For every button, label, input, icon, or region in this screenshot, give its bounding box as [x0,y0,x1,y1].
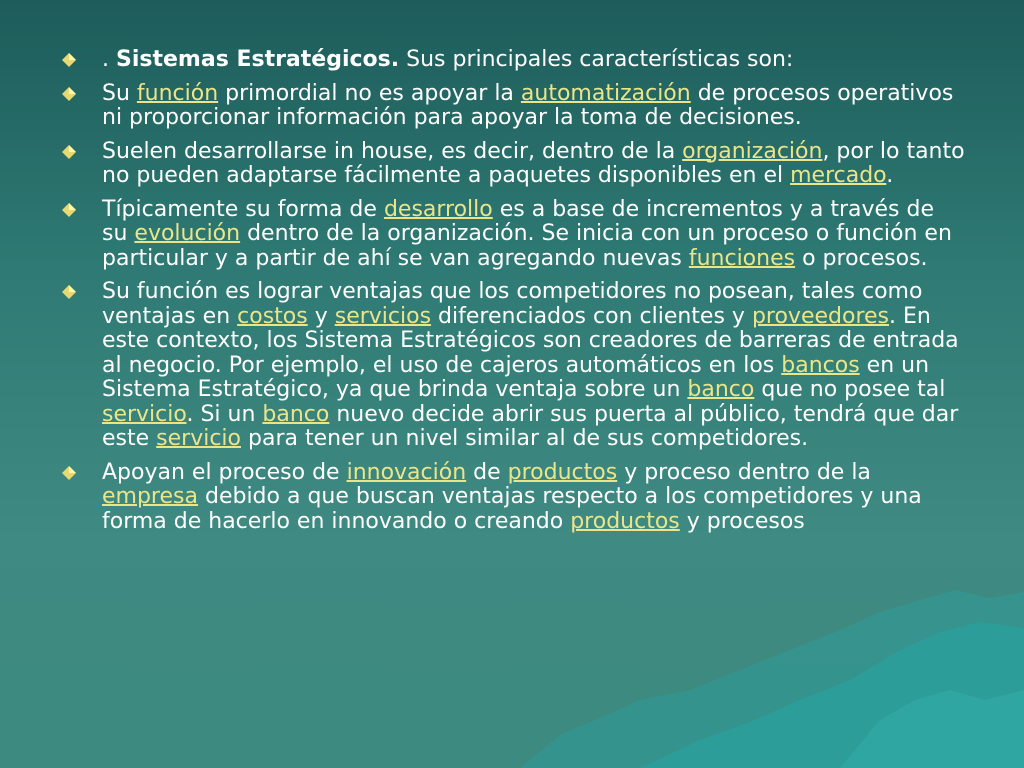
text-run: y procesos [679,508,805,534]
link-servicio[interactable]: servicio [156,426,241,451]
link-productos[interactable]: productos [570,508,680,534]
text-run: primordial no es apoyar la [218,80,521,106]
link-productos[interactable]: productos [507,459,618,485]
text-run: Su función es lograr ventajas que los competidores no posean, tales como ventajas en [102,279,923,329]
text-run: y proceso dentro de la [617,459,871,485]
link-evolucion[interactable]: evolución [134,221,241,246]
text-run: . [102,47,116,72]
diamond-bullet-icon [62,466,76,480]
diamond-bullet-icon [62,87,76,101]
text-run: Su [102,80,137,106]
bullet-item [60,82,965,131]
text-run: de procesos operativos ni proporcionar información para apoyar la toma de decisiones. [102,80,954,130]
text-run: es a base de incrementos y a través de su [102,196,934,246]
text-run: diferenciados con clientes y [431,303,752,329]
text-run: Sus principales características son: [399,47,794,72]
text-run: y [307,303,335,329]
text-run: de [466,459,508,485]
text-run: Típicamente su forma de [102,196,384,222]
link-automatizacion[interactable]: automatización [520,80,691,106]
link-funciones[interactable]: funciones [688,245,796,271]
bold-heading-text: Sistemas Estratégicos. [116,47,400,72]
link-servicio[interactable]: servicio [102,401,187,427]
text-run: en un Sistema Estratégico, ya que brinda ventaja sobre un [102,352,930,402]
link-banco[interactable]: banco [687,377,755,402]
text-run: Suelen desarrollarse in house, es decir, dentro de la [102,138,683,164]
link-costos[interactable]: costos [237,303,308,329]
text-run: Apoyan el proceso de [102,459,347,485]
text-run: . [886,163,894,188]
bullet-item [60,198,965,272]
bullet-text [102,197,952,271]
diamond-bullet-icon [62,53,76,67]
bullet-item [60,280,965,452]
diamond-bullet-icon [62,203,76,217]
text-run: debido a que buscan ventajas respecto a los competidores y una forma de hacerlo en innovando o creando [102,484,922,534]
link-desarrollo[interactable]: desarrollo [383,196,493,222]
bullet-text [102,460,922,534]
bullet-text [102,279,959,451]
text-run: para tener un nivel similar al de sus competidores. [241,426,809,451]
link-proveedores[interactable]: proveedores [751,303,889,329]
link-banco[interactable]: banco [262,401,330,427]
bullet-item [60,140,965,189]
diamond-bullet-icon [62,145,76,159]
text-run: nuevo decide abrir sus puerta al público, tendrá que dar este [102,401,959,451]
diamond-bullet-icon [62,285,76,299]
bullet-text [102,81,953,131]
bullet-list [60,48,965,543]
bullet-text [102,139,965,189]
link-servicios[interactable]: servicios [334,303,432,329]
bullet-item [60,48,965,73]
link-organizacion[interactable]: organización [682,138,823,164]
text-run: o procesos. [795,245,928,271]
text-run: . Si un [186,401,263,427]
link-bancos[interactable]: bancos [781,352,860,378]
link-mercado[interactable]: mercado [790,163,887,188]
link-innovacion[interactable]: innovación [346,459,467,485]
text-run: . En este contexto, los Sistema Estratégicos son creadores de barreras de entrada al negocio. Por ejemplo, el uso de cajeros automáticos en los [102,303,959,378]
link-funcion[interactable]: función [136,80,219,106]
bullet-item [60,461,965,535]
text-run: que no posee tal [754,377,946,402]
bullet-text [102,47,793,72]
text-run: dentro de la organización. Se inicia con un proceso o función en particular y a partir de ahí se van agregando nuevas [102,221,952,271]
link-empresa[interactable]: empresa [102,484,198,509]
text-run: , por lo tanto no pueden adaptarse fácilmente a paquetes disponibles en el [102,138,965,188]
